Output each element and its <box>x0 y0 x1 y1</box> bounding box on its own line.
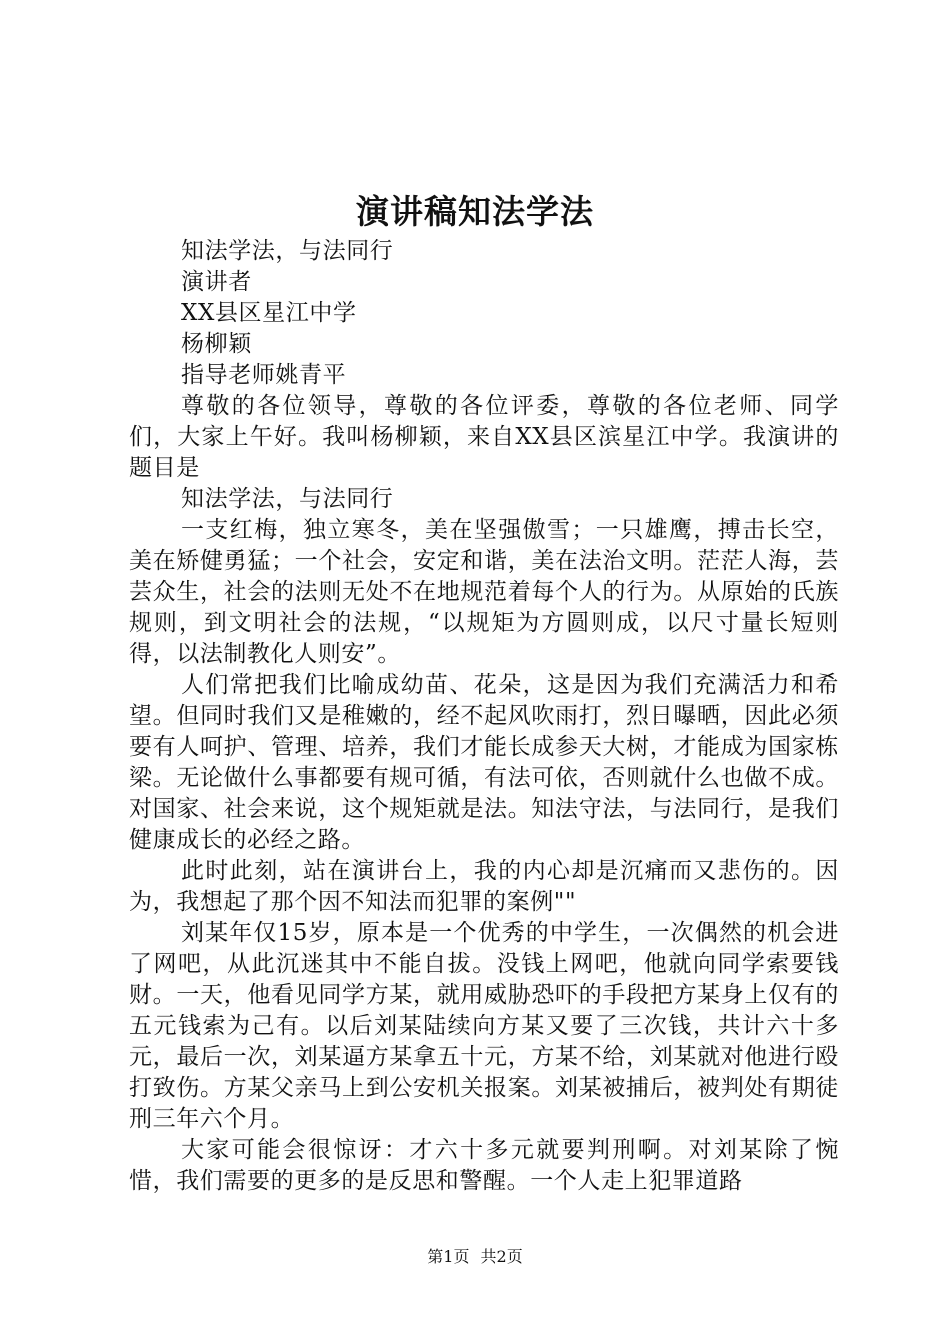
document-body <box>129 236 839 1197</box>
paragraph: 知法学法，与法同行 <box>181 486 394 512</box>
document-title: 演讲稿知法学法 <box>356 192 594 231</box>
paragraph: 指导老师姚青平 <box>181 362 347 388</box>
paragraph: 此时此刻，站在演讲台上，我的内心却是沉痛而又悲伤的。因为，我想起了那个因不知法而犯罪的案例"" <box>129 858 839 915</box>
paragraph: 尊敬的各位领导，尊敬的各位评委，尊敬的各位老师、同学们，大家上午好。我叫杨柳颖，来自XX县区滨星江中学。我演讲的题目是 <box>129 393 839 481</box>
paragraph: 知法学法，与法同行 <box>181 238 394 264</box>
paragraph: 演讲者 <box>181 269 252 295</box>
page-number: 第1页 <box>427 1247 470 1266</box>
page-total: 共2页 <box>480 1247 523 1266</box>
paragraph: 杨柳颖 <box>181 331 252 357</box>
paragraph: XX县区星江中学 <box>181 300 357 326</box>
paragraph: 刘某年仅15岁，原本是一个优秀的中学生，一次偶然的机会进了网吧，从此沉迷其中不能自拔。没钱上网吧，他就向同学索要钱财。一天，他看见同学方某，就用威胁恐吓的手段把方某身上仅有的五元钱索为己有。以后刘某陆续向方某又要了三次钱，共计六十多元，最后一次，刘某逼方某拿五十元，方某不给，刘某就对他进行殴打致伤。方某父亲马上到公安机关报案。刘某被捕后，被判处有期徒刑三年六个月。 <box>129 920 839 1132</box>
paragraph: 一支红梅，独立寒冬，美在坚强傲雪；一只雄鹰，搏击长空，美在矫健勇猛；一个社会，安定和谐，美在法治文明。茫茫人海，芸芸众生，社会的法则无处不在地规范着每个人的行为。从原始的氏族规则，到文明社会的法规，“以规矩为方圆则成，以尺寸量长短则得，以法制教化人则安”。 <box>129 517 839 667</box>
page-footer <box>0 1244 950 1267</box>
paragraph: 人们常把我们比喻成幼苗、花朵，这是因为我们充满活力和希望。但同时我们又是稚嫩的，经不起风吹雨打，烈日曝晒，因此必须要有人呵护、管理、培养，我们才能长成参天大树，才能成为国家栋梁。无论做什么事都要有规可循，有法可依，否则就什么也做不成。对国家、社会来说，这个规矩就是法。知法守法，与法同行，是我们健康成长的必经之路。 <box>129 672 839 853</box>
paragraph: 大家可能会很惊讶：才六十多元就要判刑啊。对刘某除了惋惜，我们需要的更多的是反思和警醒。一个人走上犯罪道路 <box>129 1137 839 1194</box>
